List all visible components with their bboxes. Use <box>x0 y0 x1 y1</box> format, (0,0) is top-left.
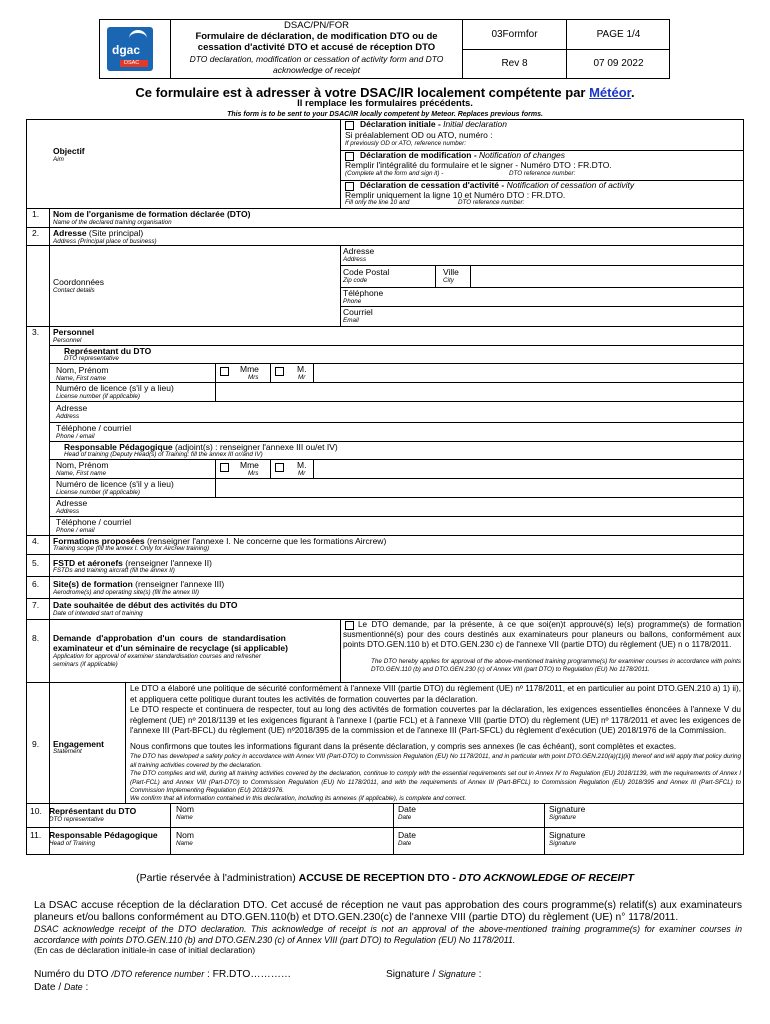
hot-mme-en: Mrs <box>248 470 259 477</box>
initial-declaration-line: Si préalablement OD ou ATO, numéro : <box>345 130 493 140</box>
s11-date-en: Date <box>398 840 412 847</box>
s11-signature: Signature <box>549 830 586 840</box>
divider <box>470 265 471 287</box>
receipt-note: (En cas de déclaration initiale-in case of initial declaration) <box>34 945 256 955</box>
divider <box>49 422 744 423</box>
divider <box>26 803 744 804</box>
divider <box>215 382 216 401</box>
form-subtitle-1: DTO declaration, modification or cessation of activity form and DTO <box>189 54 444 64</box>
cessation-line: Remplir uniquement la ligne 10 et Numéro DTO : FR.DTO. <box>345 190 566 200</box>
receipt-numero: Numéro du DTO /DTO reference number : FR.DTO………… <box>34 969 292 980</box>
divider <box>26 576 744 577</box>
s5-label: FSTD et aéronefs (renseigner l'annexe II) <box>53 558 212 568</box>
coord-code-postal: Code Postal <box>343 267 390 277</box>
s4-label: Formations proposées (renseigner l'annexe I. Ne concerne que les formations Aircrew) <box>53 536 387 546</box>
s6-label: Site(s) de formation (renseigner l'annexe III) <box>53 579 225 589</box>
s6-number: 6. <box>32 579 40 589</box>
rep-mme: Mme <box>240 364 259 374</box>
rep-adresse-en: Address <box>56 413 80 420</box>
divider <box>340 619 341 682</box>
rep-licence: Numéro de licence (s'il y a lieu) <box>56 383 174 393</box>
s11-signature-en: Signature <box>549 840 576 847</box>
coord-label: Coordonnées <box>53 277 105 287</box>
s9-number: 9. <box>32 739 40 749</box>
coord-courriel: Courriel <box>343 307 373 317</box>
divider <box>26 245 744 246</box>
s3-number: 3. <box>32 327 40 337</box>
cessation-line-en-a: Fill only the line 10 and <box>345 199 410 206</box>
hot-tel-en: Phone / email <box>56 527 95 534</box>
s8-label-2: examinateur et d'un séminaire de recyclage (si applicable) <box>53 643 288 653</box>
initial-declaration-checkbox[interactable] <box>345 121 354 130</box>
hot-adresse-en: Address <box>56 508 80 515</box>
receipt-header: (Partie réservée à l'administration) ACCUSE DE RECEPTION DTO - DTO ACKNOWLEDGE OF RECEIPT <box>136 872 634 884</box>
coord-adresse-en: Address <box>343 256 367 263</box>
s10-date: Date <box>398 804 416 814</box>
s10-nom: Nom <box>176 804 194 814</box>
dgac-logo <box>107 27 153 71</box>
divider <box>340 306 744 307</box>
rep-title-en: DTO representative <box>64 355 119 362</box>
s9-p3: Nous confirmons que toutes les informations figurant dans la présente déclaration, y compris ses annexes (le cas échéant), sont complètes et exactes. <box>130 742 677 751</box>
s11-nom-en: Name <box>176 840 193 847</box>
hot-mme: Mme <box>240 460 259 470</box>
label-column-line <box>49 208 50 855</box>
hot-nom-en: Name, First name <box>56 470 107 477</box>
divider <box>26 326 744 327</box>
rep-adresse: Adresse <box>56 403 88 413</box>
s10-signature: Signature <box>549 804 586 814</box>
initial-declaration-title: Déclaration initiale - Initial declaration <box>360 119 507 129</box>
s5-number: 5. <box>32 558 40 568</box>
form-code: 03Formfor <box>491 29 538 40</box>
hot-nom: Nom, Prénom <box>56 460 109 470</box>
s6-label-en: Aerodrome(s) and operating site(s) (fill the annex III) <box>53 589 199 596</box>
s4-number: 4. <box>32 536 40 546</box>
divider <box>340 119 341 208</box>
receipt-text-fr: La DSAC accuse réception de la déclaration DTO. Cet accusé de réception ne vaut pas approbation des cours programme(s) relatif(s) aux examinateurs planeurs et/ou ballons conformément au DTO.GEN.110(b) et DTO.GEN.230(c) de l'annexe VIII (partie DTO) du règlement (UE) n° 1178/2011. <box>34 900 742 923</box>
divider <box>435 265 436 287</box>
divider <box>49 363 744 364</box>
s9-label: Engagement <box>53 739 105 749</box>
s7-label: Date souhaitée de début des activités du DTO <box>53 600 238 610</box>
s11-nom: Nom <box>176 830 194 840</box>
intro-main: Ce formulaire est à adresser à votre DSAC/IR localement compétente par Météor. <box>135 85 635 100</box>
intro-replaces-en: This form is to be sent to your DSAC/IR locally competent by Meteor. Replaces previous forms. <box>227 111 543 118</box>
rep-m-en: Mr <box>298 374 306 381</box>
hot-title-en: Head of training (Deputy Head(s) of Training: fill the annex III or/and IV) <box>64 451 263 458</box>
page-number: PAGE 1/4 <box>596 29 641 40</box>
s11-date: Date <box>398 830 416 840</box>
modification-title: Déclaration de modification - Notification of changes <box>360 150 566 160</box>
s11-number: 11. <box>30 830 42 840</box>
rep-nom-en: Name, First name <box>56 375 107 382</box>
divider <box>26 554 744 555</box>
divider <box>340 265 744 266</box>
divider <box>215 363 216 382</box>
divider <box>125 682 126 803</box>
rep-licence-en: License number (if applicable) <box>56 393 141 400</box>
rep-mme-en: Mrs <box>248 374 259 381</box>
divider <box>462 49 670 50</box>
divider <box>26 598 744 599</box>
s10-signature-en: Signature <box>549 814 576 821</box>
s3-label: Personnel <box>53 327 95 337</box>
divider <box>313 459 314 478</box>
s8-number: 8. <box>32 633 40 643</box>
logo-sub-text: DSAC <box>124 60 140 66</box>
s8-label-1: Demande d'approbation d'un cours de standardisation <box>53 633 286 643</box>
form-subtitle-2: acknowledge of receipt <box>273 65 360 75</box>
divider <box>26 827 744 828</box>
divider <box>340 245 341 326</box>
s7-label-en: Date of intended start of training <box>53 610 143 617</box>
coord-telephone-en: Phone <box>343 298 362 305</box>
initial-declaration-line-en: If previously OD or ATO, reference number: <box>345 140 466 147</box>
divider <box>270 363 271 382</box>
s1-label-en: Name of the declared training organisation <box>53 219 172 226</box>
modification-line: Remplir l'intégralité du formulaire et le signer - Numéro DTO : FR.DTO. <box>345 160 612 170</box>
s3-label-en: Personnel <box>53 337 82 344</box>
s10-label: Représentant du DTO <box>49 806 137 816</box>
divider <box>544 803 545 855</box>
intro-replaces: Il remplace les formulaires précédents. <box>297 98 473 109</box>
s10-nom-en: Name <box>176 814 193 821</box>
s8-text: Le DTO demande, par la présente, à ce que soi(en)t approuvé(s) le(s) programme(s) de formation susmentionné(s) pour des cours destinés aux examinateurs pour planeurs ou ballons, conformément aux points DTO.GEN.110 b) et DTO.GEN.230 c) de l'annexe VII (partie DTO) du règlement (UE) n o 1178/2011. <box>343 620 741 649</box>
divider <box>26 682 744 683</box>
divider <box>215 478 216 497</box>
objectif-label-en: Aim <box>53 156 64 163</box>
divider <box>49 459 744 460</box>
s10-number: 10. <box>30 806 42 816</box>
s8-text-en: The DTO hereby applies for approval of the above-mentioned training programme(s) for examiner courses in accordance with points DTO.GEN.110 (b) and DTO.GEN.230 (c) of Annex VIII (part DTO) to Regulation (EU) No 1178/2011. <box>371 658 741 674</box>
hot-m-en: Mr <box>298 470 306 477</box>
rep-m: M. <box>297 364 307 374</box>
s9-p1: Le DTO a élaboré une politique de sécurité conformément à l'annexe VIII (partie DTO) du règlement (UE) nº 1178/2011, et en particulier au point DTO.GEN.210 a) 1) ii), et appliquera cette politique durant toutes les activités de formation couvertes par la déclaration. <box>130 684 741 704</box>
rep-nom: Nom, Prénom <box>56 365 109 375</box>
s1-number: 1. <box>32 209 40 219</box>
cessation-title: Déclaration de cessation d'activité - Notification of cessation of activity <box>360 180 635 190</box>
s8-label-en-1: Application for approval of examiner standardisation courses and refresher <box>53 653 261 660</box>
rep-tel: Téléphone / courriel <box>56 423 132 433</box>
rep-title: Représentant du DTO <box>64 346 152 356</box>
s4-label-en: Training scope (fill the annex I. Only for Aircrew training) <box>53 545 210 552</box>
coord-ville-en: City <box>443 277 454 284</box>
objectif-label: Objectif <box>53 146 85 156</box>
divider <box>215 459 216 478</box>
divider <box>49 401 744 402</box>
rep-mme-checkbox[interactable] <box>220 367 229 376</box>
hot-adresse: Adresse <box>56 498 88 508</box>
hot-licence: Numéro de licence (s'il y a lieu) <box>56 479 174 489</box>
divider <box>49 345 744 346</box>
divider <box>49 497 744 498</box>
divider <box>313 363 314 382</box>
divider <box>393 803 394 855</box>
modification-line-en-a: (Complete all the form and sign it) - <box>345 170 444 177</box>
logo-text: dgac <box>112 43 141 57</box>
s9-label-en: Statement <box>53 748 82 755</box>
s7-number: 7. <box>32 600 40 610</box>
divider <box>170 803 171 855</box>
coord-ville: Ville <box>443 267 459 277</box>
hot-mme-checkbox[interactable] <box>220 463 229 472</box>
s2-label-en: Address (Principal place of business) <box>53 238 157 245</box>
hot-title: Responsable Pédagogique (adjoint(s) : renseigner l'annexe III ou/et IV) <box>64 442 338 452</box>
coord-code-postal-en: Zip code <box>343 277 368 284</box>
form-title-2: cessation d'activité DTO et accusé de réception DTO <box>197 42 436 53</box>
coord-courriel-en: Email <box>343 317 359 324</box>
hot-licence-en: License number (if applicable) <box>56 489 141 496</box>
s5-label-en: FSTDs and training aircraft (fill the annex II) <box>53 567 175 574</box>
s8-label-en-2: seminars (if applicable) <box>53 661 118 668</box>
revision: Rev 8 <box>501 58 528 69</box>
hot-tel: Téléphone / courriel <box>56 517 132 527</box>
divider <box>49 516 744 517</box>
s9-p2: Le DTO respecte et continuera de respecter, tout au long des activités de formation couvertes par la déclaration, les exigences essentielles énoncées à l'annexe V du règlement (UE) nº 2018/1139 et les exigences figurant à l'annexe I (partie FCL) et à l'annexe VIII (partie DTO) du règlement (UE) nº 1178/2011 et avec les exigences de l'annexe III (Part-BFCL) du règlement (UE) nº2018/395 de la commission et de l'annexe III (Part-SFCL) du règlement d'exécution (UE) 2018/1976 de la Commission. <box>130 705 741 735</box>
s9-e2: The DTO complies and will, during all training activities covered by the declaration, continue to comply with the essential requirements set out in Annex IV to Regulation (EU) 2018/1139, with the requirements of Annex I (Part-FCL) and Annex VIII (Part-DTO) to Commission Regulation (EU) No 1178/2011, and with the requirements of Annex III (Part-BFCL) to Commission Regulation (EU) 2018/395 and Annex III (Part-SFCL) to Commission Implementing Regulation (EU) 2018/1976. <box>130 770 741 795</box>
form-ref: DSAC/PN/FOR <box>284 20 349 31</box>
receipt-date: Date / Date : <box>34 982 89 993</box>
receipt-text-en: DSAC acknowledge receipt of the DTO declaration. This acknowledge of receipt is not an approval of the above-mentioned training programme(s) for examiner courses in accordance with points DTO.GEN.110 (b) and DTO.GEN.230 (c) of Annex VIII (part DTO) to Regulation (EU) No 1178/2011. <box>34 924 742 945</box>
s2-number: 2. <box>32 228 40 238</box>
coord-label-en: Contact details <box>53 287 95 294</box>
coord-adresse: Adresse <box>343 246 375 256</box>
hot-m-checkbox[interactable] <box>275 463 284 472</box>
meteor-link[interactable]: Météor <box>589 85 631 100</box>
coord-telephone: Téléphone <box>343 288 384 298</box>
hot-m: M. <box>297 460 307 470</box>
s10-label-en: DTO representative <box>49 816 104 823</box>
s9-e1: The DTO has developed a safety policy in accordance with Annex VIII (Part-DTO) to Commission Regulation (EU) No 1178/2011, and in particular with point DTO.GEN.210(a)(1)(ii) thereof and will apply that policy during all training activities covered by the declaration. <box>130 753 741 769</box>
revision-date: 07 09 2022 <box>593 58 644 69</box>
form-title-1: Formulaire de déclaration, de modification DTO ou de <box>195 31 438 42</box>
modification-line-en-b: DTO reference number: <box>509 170 576 177</box>
s11-label: Responsable Pédagogique <box>49 830 158 840</box>
divider <box>340 287 744 288</box>
receipt-signature: Signature / Signature : <box>386 969 482 980</box>
s9-e3: We confirm that all information contained in this declaration, including its annexes (if applicable), is complete and correct. <box>130 795 467 802</box>
s2-label: Adresse (Site principal) <box>53 228 144 238</box>
s11-label-en: Head of Training <box>49 840 96 847</box>
s10-date-en: Date <box>398 814 412 821</box>
rep-tel-en: Phone / email <box>56 433 95 440</box>
divider <box>270 459 271 478</box>
cessation-line-en-b: DTO reference number: <box>458 199 525 206</box>
s1-label: Nom de l'organisme de formation déclarée (DTO) <box>53 209 251 219</box>
rep-m-checkbox[interactable] <box>275 367 284 376</box>
